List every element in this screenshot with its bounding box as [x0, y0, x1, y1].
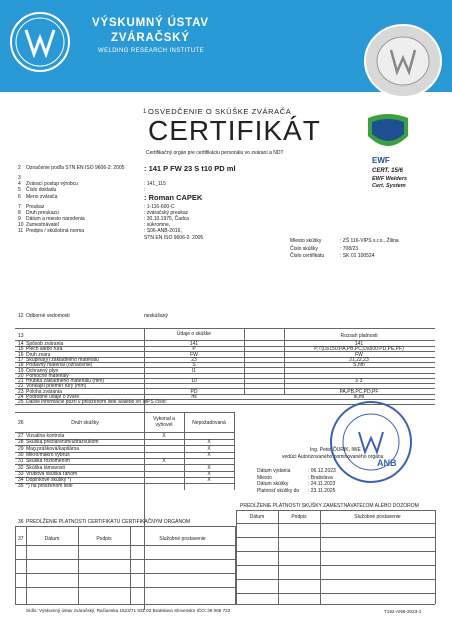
row-na-mark: X: [207, 445, 211, 452]
row-number: 16: [18, 351, 24, 358]
row-label: Skúška rozlomením: [26, 458, 70, 465]
field-label: Dátum a miesto narodenia: [26, 216, 85, 222]
col-header: Podpis: [96, 536, 112, 542]
row-line: [236, 579, 435, 580]
row-number: 29: [18, 445, 24, 452]
institute-seal-icon: [358, 22, 448, 100]
row-label: Vonkajší priemer rúry (mm): [26, 383, 87, 390]
row-label: Plech alebo rúra: [26, 346, 63, 353]
ewf-label: EWF: [372, 156, 390, 165]
table-divider: [15, 526, 16, 604]
row-range: 21,22,23: [349, 356, 369, 363]
ewf-logo-icon: [364, 112, 412, 162]
row-number: 31: [18, 458, 24, 465]
field-value: :: [144, 187, 146, 194]
field-number: 10: [18, 222, 24, 229]
row-done-mark: X: [162, 433, 166, 439]
col-header: Dátum: [249, 514, 265, 520]
row-line: [15, 373, 435, 374]
institute-name-english: WELDING RESEARCH INSTITUTE: [98, 48, 205, 54]
row-na-mark: X: [207, 451, 211, 458]
row-detail: 10: [191, 378, 197, 385]
field-label: Odborné vedomosti: [26, 313, 70, 319]
row-detail: 23: [191, 356, 197, 363]
ewf-cert-number: CERT. 15/6: [372, 168, 403, 174]
row-number: 17: [18, 356, 24, 363]
row-number: 21: [18, 378, 24, 385]
date-label: Dátum skúšky: [257, 481, 289, 487]
row-number: 28: [18, 439, 24, 446]
row-detail: S: [192, 362, 196, 369]
place-value: : ZŠ 116-VIPS s.r.o., Žilina: [340, 238, 399, 244]
col-header: Služobné postavenie: [354, 514, 401, 520]
row-line: [15, 573, 235, 574]
certificate-subtitle: OSVEDČENIE O SKÚŠKE ZVÁRAČA: [148, 107, 292, 116]
table-border: [15, 328, 435, 329]
col-header-done: Vykonal a vyhovel: [153, 416, 175, 428]
table-divider: [235, 526, 236, 604]
col-header: Podpis: [291, 514, 307, 520]
row-number: 35: [18, 483, 24, 490]
col-header-test-type: Druh skúšky: [71, 420, 99, 426]
row-number: 34: [18, 477, 24, 484]
field-number: 3: [18, 175, 21, 181]
row-label: Spôsob zvárania: [26, 341, 64, 347]
row-na-mark: X: [207, 470, 211, 477]
table-border: [15, 526, 235, 527]
col-header-not-required: Nepožadovaná: [192, 420, 226, 426]
row-label: *) na priloženom liste: [26, 483, 73, 490]
field-number: 7: [18, 203, 21, 210]
row-number: 15: [18, 346, 24, 353]
row-number: 33: [18, 470, 24, 477]
field-number: 26: [18, 420, 24, 426]
row-line: [15, 559, 235, 560]
row-range: S,nm: [353, 362, 365, 369]
field-number: 5: [18, 187, 21, 194]
col-header-range: Rozsah platnosti: [340, 333, 378, 339]
field-label: Zvárací postup výrobcu: [26, 181, 78, 188]
place-label: Číslo certifikátu: [290, 253, 325, 259]
field-value: STN EN ISO 9606-2: 2005: [144, 234, 204, 241]
prolong-org-title: PREDĹŽENIE PLATNOSTI CERTIFIKÁTU CERTIFIKAČNÝM ORGÁNOM: [26, 519, 191, 525]
row-label: Podrobné údaje o zvare: [26, 394, 80, 400]
place-label: Miesto skúšky: [290, 238, 322, 244]
date-label: Dátum vydania: [257, 468, 291, 474]
row-label: Mag.prášková/kapilárna: [26, 445, 80, 452]
date-value: : 06.12.2023: [308, 468, 336, 474]
table-border: [236, 510, 435, 511]
field-label: Druh preukazu: [26, 209, 59, 216]
field-number: 12: [18, 313, 24, 319]
row-number: 18: [18, 362, 24, 369]
row-number: 25: [18, 399, 24, 406]
certificate-title: CERTIFIKÁT: [148, 115, 321, 146]
field-number: 2: [18, 165, 21, 171]
table-border: [15, 412, 235, 413]
footer-line: [15, 604, 435, 605]
row-number: 22: [18, 383, 24, 390]
ewf-cert-line1: EWF Welders: [372, 176, 408, 182]
row-number: 20: [18, 372, 24, 379]
row-range: FW: [355, 351, 363, 358]
table-divider: [320, 510, 321, 604]
col-header: Služobné postavenie: [159, 536, 206, 542]
row-label: Hrúbka základného materiálu (mm): [26, 378, 105, 385]
certification-body-text: Certifikačný orgán pre certifikáciu personálu vo zváraní a NDT: [146, 150, 284, 156]
field-label: Preukaz: [26, 203, 45, 210]
row-number: 23: [18, 388, 24, 395]
field-value: : zváračský preukaz: [144, 209, 189, 216]
row-line: [236, 551, 435, 552]
table-divider: [78, 526, 79, 604]
row-na-mark: X: [207, 477, 211, 484]
row-label: Skúška lámavosti: [26, 464, 65, 471]
date-label: Platnosť skúšky do: [257, 487, 300, 494]
footer-address: Sídlo: Výskumný ústav zváračský, Račianska 1523/71 831 02 Bratislava Slovensko IČO: 36 065 722: [26, 608, 231, 613]
table-divider: [130, 526, 131, 604]
signer-name: Ing. Peter ĎURIK, IWE: [310, 447, 361, 453]
row-label: Doplnkové skúšky *): [26, 477, 72, 484]
signer-role: vedúci Autorizovaného nominovaného orgánu: [282, 454, 384, 460]
row-label: Ďalšie informácie pozri v priloženom liste a/alebo vo WPS číslo:: [26, 399, 167, 406]
field-value: : 141_115: [144, 181, 166, 188]
field-number: 9: [18, 216, 21, 222]
row-line: [15, 545, 235, 546]
field-label: Zamestnávateľ: [26, 222, 60, 229]
row-range: sl,ml: [353, 394, 365, 400]
col-header: Dátum: [44, 536, 60, 542]
field-label: Meno zvárača: [26, 193, 58, 200]
field-number: 4: [18, 181, 21, 188]
prolong-employer-title: PREDĹŽENIE PLATNOSTI SKÚŠKY ZAMESTNÁVATEĽOM ALEBO DOZOROM: [240, 503, 419, 509]
row-label: Poloha zvárania: [26, 388, 62, 395]
row-line: [236, 565, 435, 566]
field-number: 6: [18, 193, 21, 200]
row-line: [236, 537, 435, 538]
date-label: Miesto: [257, 474, 272, 481]
date-value: : 23.11.2025: [308, 487, 336, 494]
field-number: 37: [18, 536, 24, 542]
row-label: Prídavný materiál (označenie): [26, 362, 93, 369]
row-line: [236, 593, 435, 594]
row-number: 32: [18, 464, 24, 471]
row-detail: I1: [191, 367, 197, 374]
document-code: T192-ANB-2023-1: [384, 609, 422, 614]
table-divider: [236, 510, 237, 604]
row-number: 30: [18, 451, 24, 458]
row-detail: FW: [190, 351, 198, 358]
row-na-mark: X: [207, 464, 211, 471]
row-line: [236, 523, 435, 524]
field-label: Predpis / skúšobná norma: [26, 228, 85, 235]
row-label: Mikro/makro výbrus: [26, 451, 70, 458]
stamp-text: ANB: [377, 458, 397, 468]
table-divider: [435, 510, 436, 604]
row-label: Druh zvaru: [26, 351, 51, 358]
row-number: 19: [18, 367, 24, 374]
field-value: : súkromne,: [144, 222, 171, 229]
place-label: Číslo skúšky: [290, 245, 319, 252]
place-value: : SK 01 100524: [340, 253, 375, 259]
date-value: : Bratislava: [308, 474, 333, 481]
row-label: Pomocné materiály: [26, 372, 69, 379]
field-value: : S06-ANB-2016,: [144, 228, 182, 235]
row-line: [15, 587, 235, 588]
institute-name-line1: VÝSKUMNÝ ÚSTAV: [92, 17, 209, 29]
row-number: 14: [18, 341, 24, 347]
row-na-mark: X: [207, 439, 211, 446]
field-number: 13: [18, 333, 24, 339]
title-number: 1: [143, 109, 147, 115]
row-detail: ml: [191, 394, 197, 400]
institute-name-line2: ZVÁRAČSKÝ: [111, 32, 190, 44]
date-value: : 24.11.2023: [308, 481, 336, 487]
field-value: : 141 P FW 23 S t10 PD ml: [144, 164, 236, 173]
col-header-test-details: Údaje o skúške: [176, 331, 212, 337]
row-label: Ochranný plyn: [26, 367, 59, 374]
field-label: Číslo dokladu: [26, 187, 57, 194]
row-number: 27: [18, 433, 24, 439]
field-value: : 30.10.1975, Čadca: [144, 216, 190, 222]
row-label: Skúška prežiarením/ultrazvukom: [26, 439, 99, 446]
row-done-mark: X: [162, 458, 166, 465]
vuz-logo-icon: [8, 10, 72, 74]
field-number: 11: [18, 228, 24, 235]
row-range: ≥ 3: [355, 378, 363, 385]
row-detail: PD: [190, 388, 198, 395]
row-detail: 141: [189, 341, 199, 347]
ewf-cert-line2: Cert. System: [372, 183, 406, 189]
place-value: : 708/23: [340, 245, 359, 252]
row-label: Skupina(y) základného materiálu: [26, 356, 99, 363]
row-number: 24: [18, 394, 24, 400]
anb-stamp-icon: [327, 398, 415, 486]
field-number: 36: [18, 519, 24, 525]
field-value: neskúšaný: [144, 313, 168, 319]
row-label: Vizuálna kontrola: [26, 433, 65, 439]
table-divider: [26, 526, 27, 604]
field-value: : Roman CAPEK: [144, 192, 203, 202]
table-divider: [278, 510, 279, 604]
row-label: Vrubová skúška ťahom: [26, 470, 78, 477]
field-number: 8: [18, 209, 21, 216]
row-range: PA,PB,PC,PD,PF: [339, 388, 379, 395]
field-value: : 1-116-600-C: [144, 203, 175, 210]
row-range: 141: [354, 341, 364, 347]
row-detail: P: [192, 346, 196, 353]
field-label: Označenie podľa STN EN ISO 9606-2: 2005: [26, 165, 125, 171]
row-range: P,T(D≥150:PA,PB,PC;D≥500:PD,PE,PF): [314, 346, 404, 353]
